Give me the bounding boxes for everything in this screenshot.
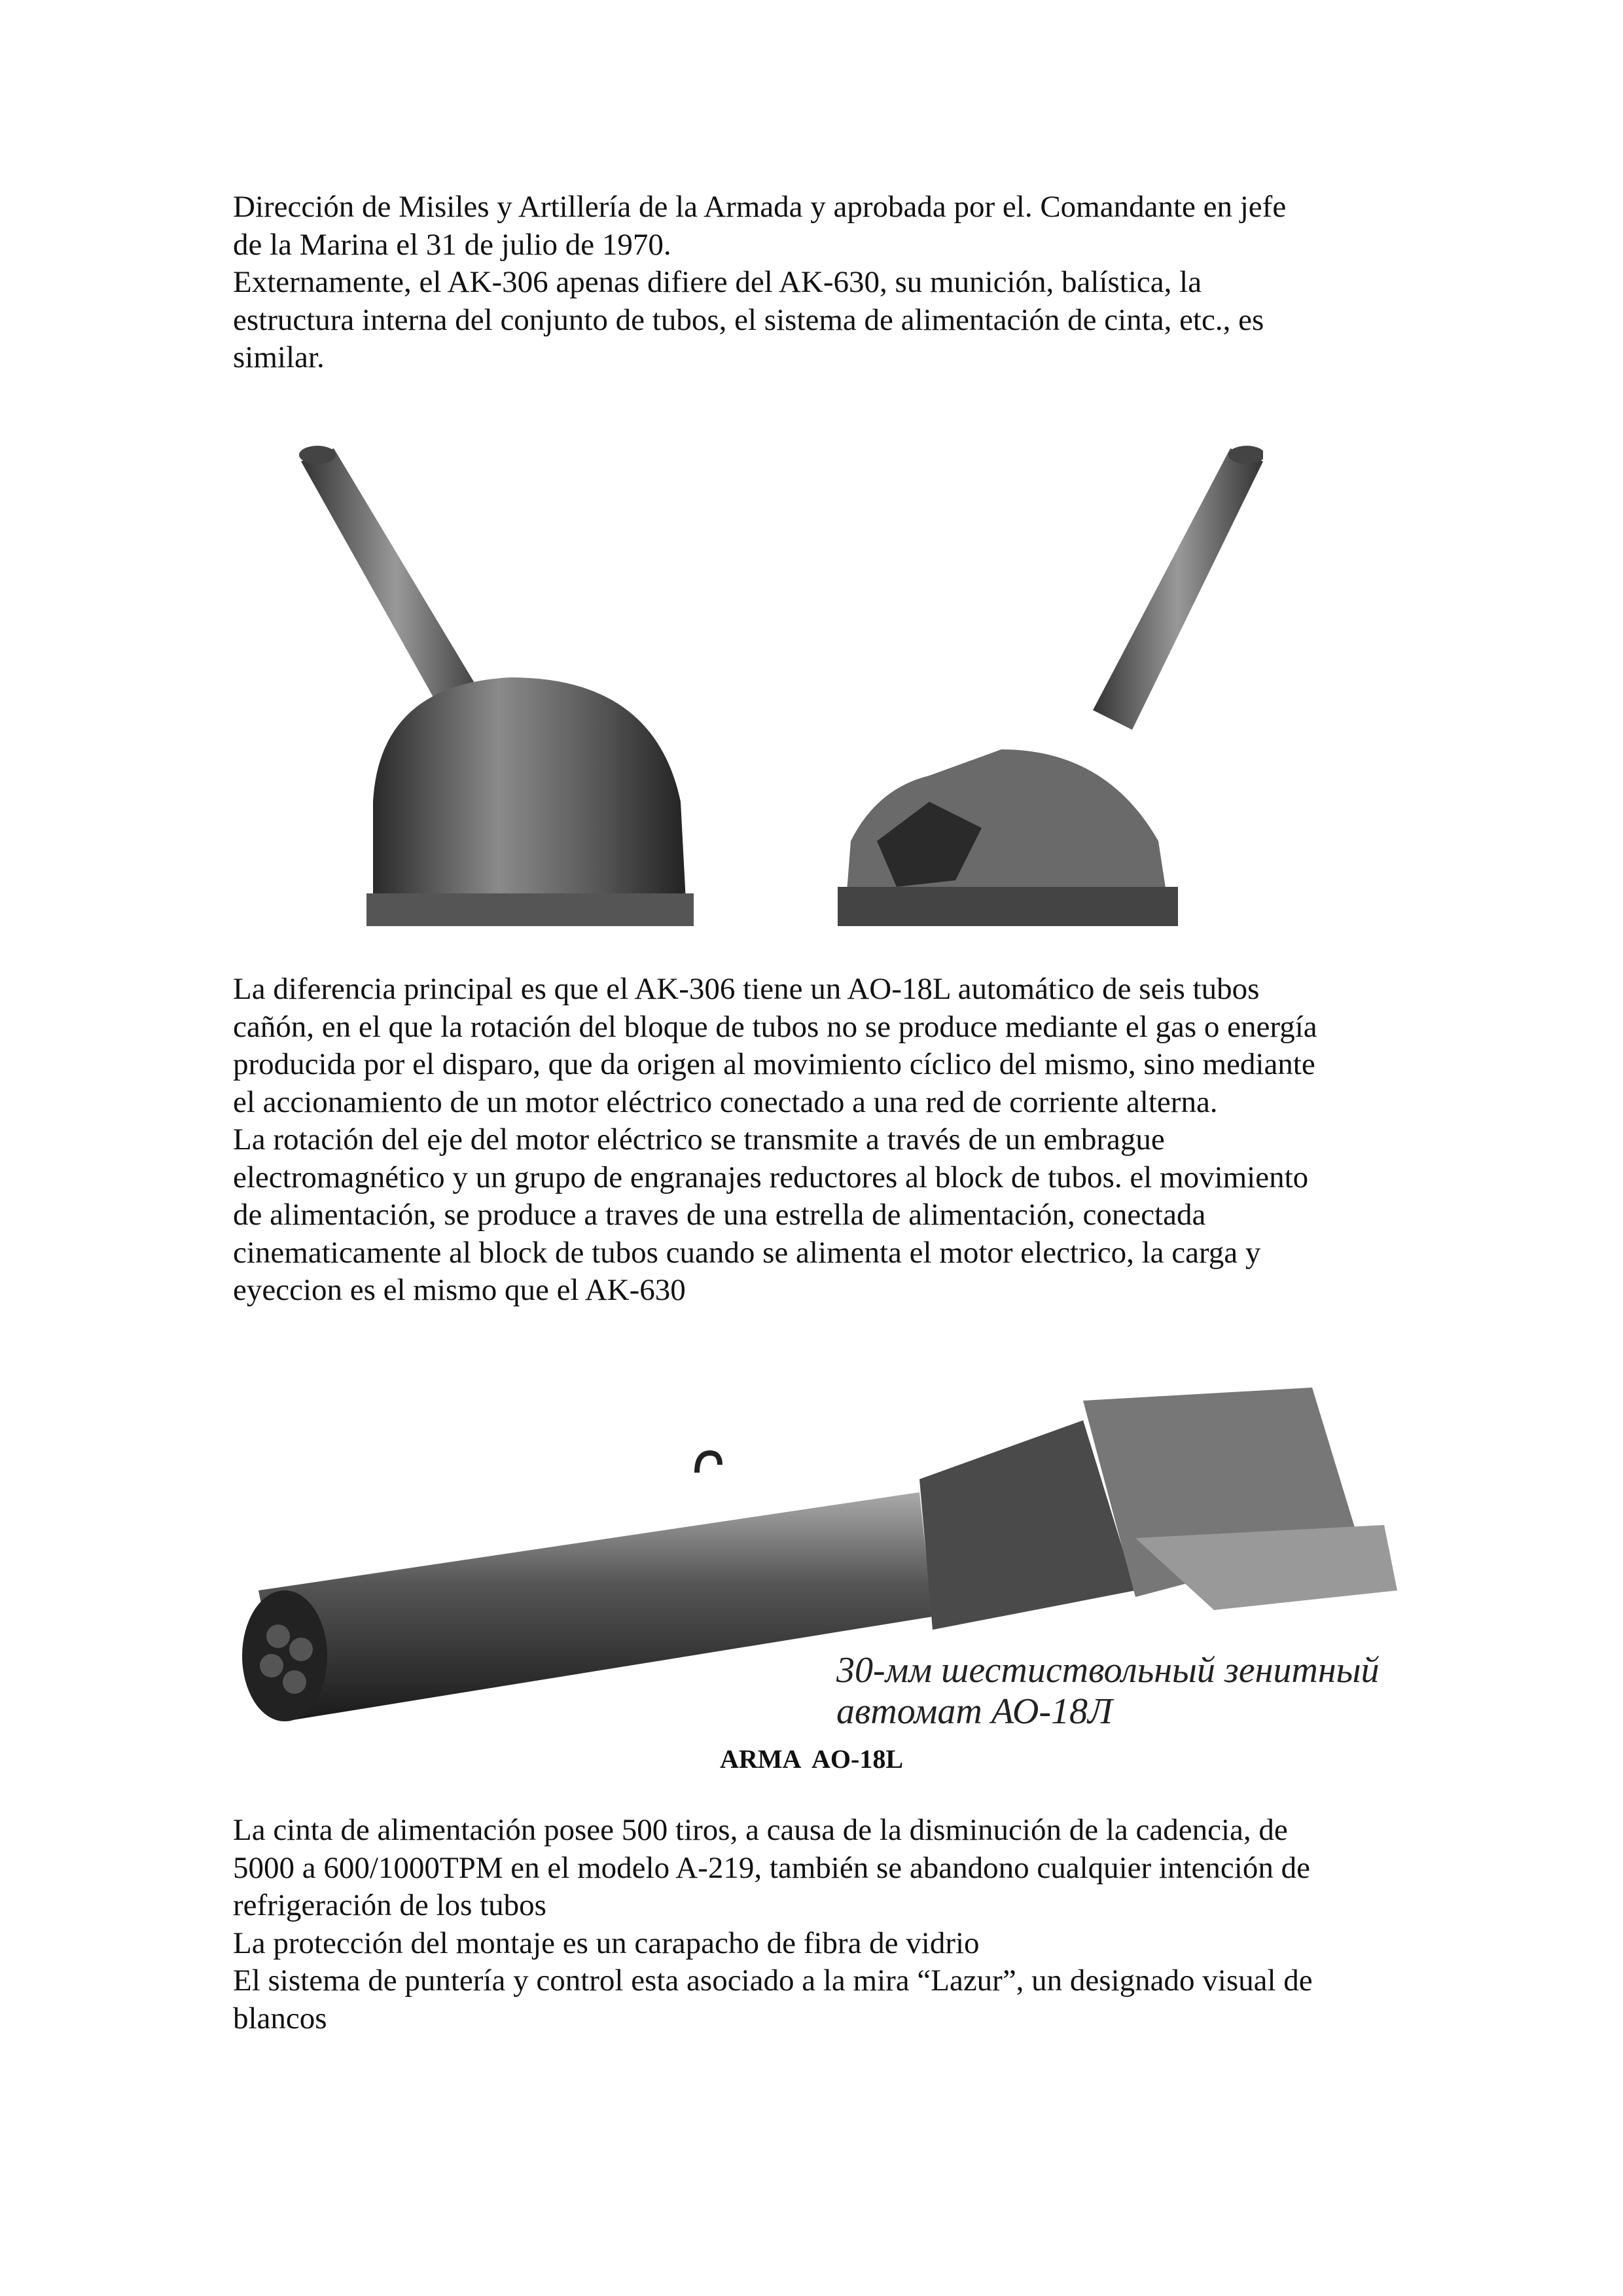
text-line: cañón, en el que la rotación del bloque de tubos no se produce mediante el gas o energía (233, 1009, 1317, 1044)
text-line: La protección del montaje es un carapacho de fibra de vidrio (233, 1926, 980, 1960)
text-line: estructura interna del conjunto de tubos, el sistema de alimentación de cinta, etc., es (233, 302, 1264, 337)
text-line: electromagnético y un grupo de engranajes reductores al block de tubos. el movimiento (233, 1160, 1309, 1194)
text-line: blancos (233, 2001, 327, 2036)
paragraph-difference (233, 971, 1317, 1310)
text-line: Externamente, el AK-306 apenas difiere del AK-630, su munición, balística, la (233, 265, 1202, 299)
text-line: refrigeración de los tubos (233, 1888, 546, 1922)
paragraph-intro (233, 188, 1286, 377)
text-line: El sistema de puntería y control esta asociado a la mira “Lazur”, un designado visual de (233, 1964, 1313, 1998)
text-line: eyeccion es el mismo que el AK-630 (233, 1273, 686, 1307)
text-line: cinematicamente al block de tubos cuando se alimenta el motor electrico, la carga y (233, 1235, 1261, 1270)
russian-caption-line: автомат АО-18Л (836, 1691, 1113, 1732)
text-line: de alimentación, se produce a traves de una estrella de alimentación, conectada (233, 1198, 1206, 1232)
text-line: Dirección de Misiles y Artillería de la Armada y aprobada por el. Comandante en jefe (233, 190, 1287, 224)
text-line: 5000 a 600/1000TPM en el modelo A-219, también se abandono cualquier intención de (233, 1850, 1310, 1885)
text-line: similar. (233, 340, 325, 374)
text-line: el accionamiento de un motor eléctrico conectado a una red de corriente alterna. (233, 1085, 1218, 1119)
text-line: La rotación del eje del motor eléctrico se transmite a través de un embrague (233, 1122, 1165, 1157)
turret-photos (288, 435, 1263, 926)
text-line: La cinta de alimentación posee 500 tiros, a causa de la disminución de la cadencia, de (233, 1813, 1288, 1847)
figure-caption: ARMA AO-18L (720, 1744, 903, 1774)
paragraph-feed (233, 1812, 1313, 2037)
text-line: La diferencia principal es que el AK-306 tiene un AO-18L automático de seis tubos (233, 972, 1260, 1006)
turret-open-photo (838, 446, 1263, 926)
russian-caption-line: 30-мм шестиствольный зенитный (836, 1650, 1380, 1691)
text-line: de la Marina el 31 de julio de 1970. (233, 227, 671, 262)
turret-closed-photo (299, 446, 694, 926)
text-line: producida por el disparo, que da origen al movimiento cíclico del mismo, sino mediante (233, 1047, 1315, 1081)
